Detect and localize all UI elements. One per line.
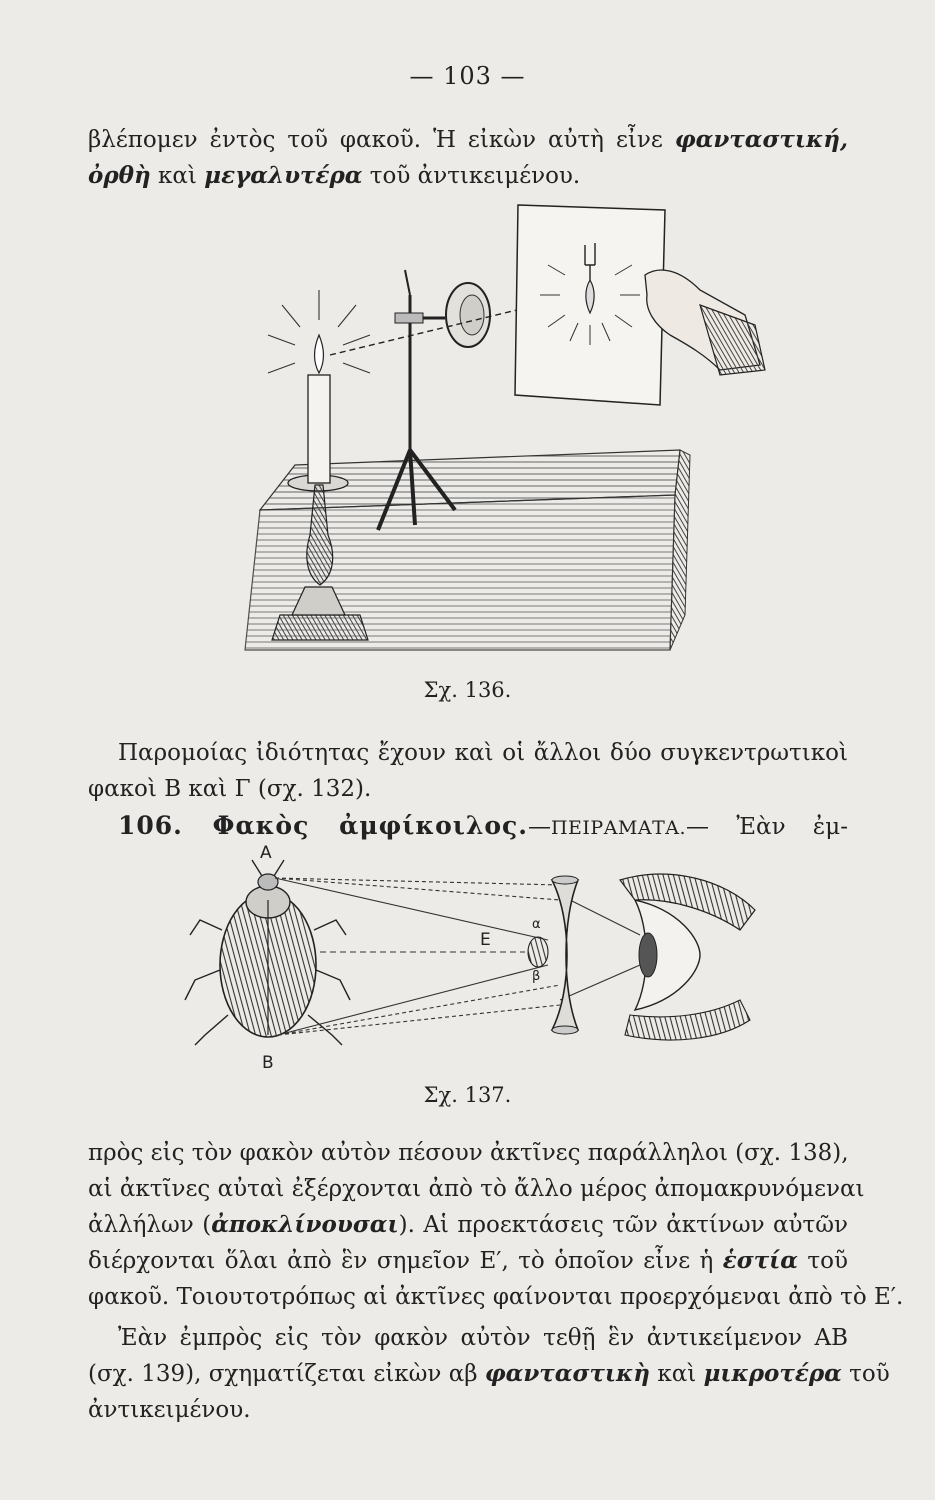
emphasis-text: ἑστία xyxy=(722,1247,798,1274)
text-line: ἀντικειμένου. xyxy=(88,1397,251,1423)
emphasis-text: φανταστική, xyxy=(674,126,848,153)
screen-card xyxy=(515,205,665,405)
text-line: αἱ ἀκτῖνες αὐταὶ ἐξέρχονται ἀπὸ τὸ ἄλλο μέρος ἀπομακρυνόμεναι xyxy=(88,1176,865,1202)
figure-137-caption: Σχ. 137. xyxy=(423,1083,512,1107)
text-line xyxy=(88,122,848,158)
text-run: βλέπομεν ἐντὸς τοῦ φακοῦ. Ἡ εἰκὼν αὐτὴ εἶνε xyxy=(88,127,675,153)
figure-136-caption: Σχ. 136. xyxy=(423,678,512,702)
text-line xyxy=(88,1243,848,1279)
text-line: φακοῦ. Τοιουτοτρόπως αἱ ἀκτῖνες φαίνονται προερχόμεναι ἀπὸ τὸ Ε′. xyxy=(88,1284,904,1310)
emphasis-text: φανταστικὴ xyxy=(484,1360,651,1387)
section-continuation: — Ἐὰν ἐμ- xyxy=(686,814,848,840)
section-dash: — xyxy=(527,814,551,840)
text-line: Παρομοίας ἰδιότητας ἔχουν καὶ οἱ ἄλλοι δύο συγκεντρωτικοὶ xyxy=(118,740,848,766)
page-number: — 103 — xyxy=(409,62,526,90)
text-run: (σχ. 139), σχηματίζεται εἰκὼν αβ xyxy=(88,1361,485,1387)
emphasis-text: ἀποκλίνουσαι xyxy=(211,1211,399,1238)
text-run: τοῦ xyxy=(841,1361,890,1387)
hand-holding-screen xyxy=(645,270,765,375)
text-run: τοῦ xyxy=(798,1248,848,1274)
text-run: ). Αἱ προεκτάσεις τῶν ἀκτίνων αὐτῶν xyxy=(398,1212,848,1238)
text-run: διέρχονται ὅλαι ἀπὸ ἓν σημεῖον Ε′, τὸ ὁποῖον εἶνε ἡ xyxy=(88,1248,723,1274)
figure-136-illustration xyxy=(200,195,780,655)
virtual-image xyxy=(528,937,548,967)
text-run: ἀλλήλων ( xyxy=(88,1212,212,1238)
text-run: τοῦ ἀντικειμένου. xyxy=(362,163,581,189)
ray-lines xyxy=(275,878,640,1035)
text-line: Ἐὰν ἐμπρὸς εἰς τὸν φακὸν αὐτὸν τεθῇ ἓν ἀντικείμενον ΑΒ xyxy=(118,1325,848,1351)
emphasis-text: μεγαλυτέρα xyxy=(204,162,363,189)
text-line: φακοὶ Β καὶ Γ (σχ. 132). xyxy=(88,776,372,802)
label-E: Ε xyxy=(480,930,491,950)
text-line xyxy=(88,1356,890,1392)
figure-137-illustration xyxy=(180,840,770,1075)
section-number: 106. xyxy=(118,811,183,840)
text-run: καὶ xyxy=(650,1361,704,1387)
text-line xyxy=(88,158,848,194)
label-a: α xyxy=(532,917,541,932)
convex-lens xyxy=(446,283,490,347)
emphasis-text: μικροτέρα xyxy=(703,1360,842,1387)
eye xyxy=(620,874,755,1040)
text-run: καὶ xyxy=(150,163,205,189)
text-line xyxy=(88,1207,848,1243)
label-b: β xyxy=(532,969,541,984)
text-line: πρὸς εἰς τὸν φακὸν αὐτὸν πέσουν ἀκτῖνες παράλληλοι (σχ. 138), xyxy=(88,1140,849,1166)
label-A: Α xyxy=(260,843,272,863)
label-B: Β xyxy=(262,1053,274,1073)
section-title: Φακὸς ἀμφίκοιλος. xyxy=(182,811,528,840)
emphasis-text: ὀρθὴ xyxy=(88,162,151,189)
section-label: ΠΕΙΡΑΜΑΤΑ. xyxy=(550,817,687,839)
